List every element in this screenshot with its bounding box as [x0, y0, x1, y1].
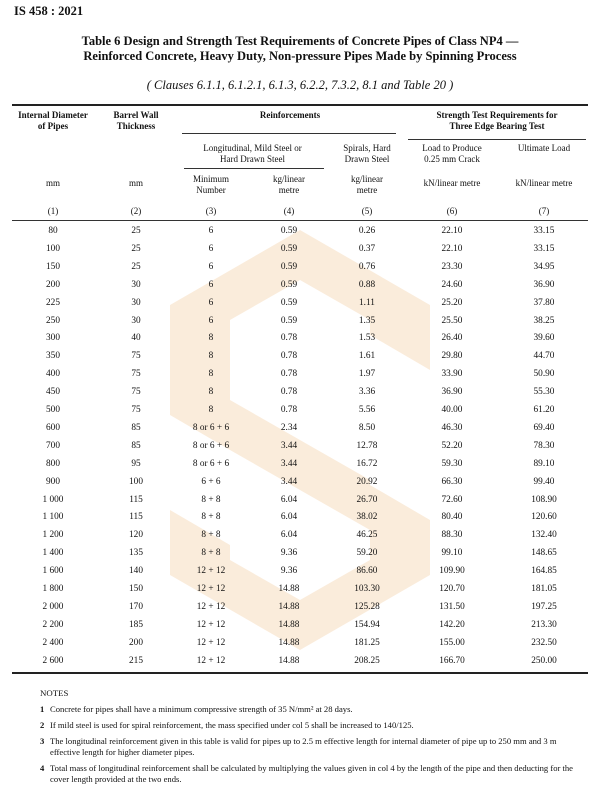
header-longitudinal	[180, 143, 325, 165]
table-row	[12, 421, 588, 439]
table-cell-col2: 75	[131, 351, 141, 362]
header-text: Hard Drawn Steel	[220, 154, 285, 164]
strength-subrule	[408, 139, 586, 140]
table-cell-col5: 1.11	[359, 297, 375, 308]
header-text: metre	[278, 185, 300, 195]
table-cell-col4: 0.59	[280, 261, 298, 272]
table-cell-col6: 131.50	[439, 601, 465, 612]
header-text: Thickness	[116, 121, 156, 131]
table-cell-col2: 75	[131, 369, 141, 380]
colnum-7: (7)	[538, 206, 550, 216]
table-row	[12, 510, 588, 528]
table-cell-col1: 1 200	[42, 530, 64, 541]
table-cell-col1: 900	[46, 476, 60, 487]
table-cell-col7: 99.40	[533, 476, 555, 487]
table-cell-col7: 78.30	[533, 440, 555, 451]
table-row	[12, 242, 588, 260]
header-text: Drawn Steel	[344, 154, 390, 164]
table-cell-col7: 33.15	[533, 226, 555, 236]
table-title	[40, 34, 560, 64]
table-cell-col3: 6	[208, 279, 214, 290]
table-cell-col2: 95	[131, 458, 141, 469]
table-cell-col7: 132.40	[531, 530, 557, 541]
table-cell-col2: 170	[129, 601, 143, 612]
notes-heading: NOTES	[40, 688, 69, 698]
table-cell-col7: 37.80	[533, 297, 555, 308]
table-cell-col3: 8 or 6 + 6	[192, 458, 230, 469]
longitudinal-subrule	[184, 168, 324, 169]
note-number: 4	[40, 763, 45, 773]
table-row	[12, 349, 588, 367]
table-cell-col1: 600	[46, 422, 60, 433]
table-cell-col1: 1 100	[42, 512, 64, 523]
table-row	[12, 636, 588, 654]
table-cell-col6: 142.20	[439, 619, 465, 630]
table-cell-col5: 3.36	[358, 387, 376, 398]
table-cell-col2: 75	[131, 405, 141, 415]
header-barrel-wall	[98, 110, 174, 132]
table-row	[12, 367, 588, 385]
header-text: 0.25 mm Crack	[424, 154, 480, 164]
header-text: Barrel Wall	[113, 110, 159, 120]
table-cell-col7: 55.30	[533, 387, 555, 398]
note-number: 1	[40, 704, 45, 714]
header-text: Spirals, Hard	[343, 143, 391, 153]
table-cell-col6: 120.70	[439, 584, 465, 594]
table-cell-col6: 26.40	[441, 333, 463, 344]
unit-col7: kN/linear metre	[515, 178, 573, 188]
table-cell-col6: 99.10	[441, 548, 463, 559]
table-cell-col3: 12 + 12	[196, 584, 226, 594]
table-cell-col7: 69.40	[533, 422, 555, 433]
table-row	[12, 582, 588, 600]
table-cell-col4: 0.78	[280, 405, 298, 415]
table-cell-col2: 30	[131, 279, 141, 290]
table-cell-col6: 109.90	[439, 566, 465, 577]
table-cell-col7: 61.20	[533, 405, 555, 415]
table-cell-col6: 29.80	[441, 351, 463, 362]
table-cell-col1: 400	[46, 369, 60, 380]
table-cell-col3: 12 + 12	[196, 619, 226, 630]
table-cell-col4: 14.88	[278, 637, 300, 648]
table-cell-col1: 1 000	[42, 494, 64, 505]
note-text: Concrete for pipes shall have a minimum compressive strength of 35 N/mm² at 28 days.	[50, 704, 353, 714]
table-cell-col4: 3.44	[280, 458, 298, 469]
table-cell-col7: 232.50	[531, 637, 557, 648]
unit-col2: mm	[128, 178, 143, 188]
table-cell-col1: 2 400	[42, 637, 64, 648]
table-cell-col3: 8	[208, 387, 214, 398]
table-cell-col5: 1.61	[358, 351, 376, 362]
table-cell-col5: 1.97	[358, 369, 376, 380]
table-cell-col7: 181.05	[531, 584, 557, 594]
standard-number: IS 458 : 2021	[14, 4, 84, 18]
clauses-reference: ( Clauses 6.1.1, 6.1.2.1, 6.1.3, 6.2.2, 7.3.2, 8.1 and Table 20 )	[146, 78, 454, 92]
table-cell-col3: 8	[208, 333, 214, 344]
table-cell-col1: 150	[46, 261, 60, 272]
table-cell-col4: 0.59	[280, 279, 298, 290]
table-row	[12, 331, 588, 349]
table-cell-col3: 6	[208, 261, 214, 272]
table-cell-col1: 1 800	[42, 584, 64, 594]
table-cell-col4: 0.59	[280, 226, 298, 236]
header-text: of Pipes	[37, 121, 69, 131]
table-cell-col6: 88.30	[441, 530, 463, 541]
note-text: If mild steel is used for spiral reinforcement, the mass specified under col 5 shall be increased to 140/125.	[50, 720, 414, 730]
note-number: 2	[40, 720, 45, 730]
table-cell-col1: 350	[46, 351, 60, 362]
table-cell-col5: 59.20	[356, 548, 378, 559]
table-cell-col3: 8	[208, 405, 214, 415]
table-cell-col4: 0.59	[280, 315, 298, 326]
table-cell-col6: 23.30	[441, 261, 463, 272]
note-item	[40, 720, 585, 731]
table-cell-col1: 250	[46, 315, 60, 326]
table-cell-col2: 85	[131, 422, 141, 433]
table-cell-col4: 0.78	[280, 333, 298, 344]
note-item	[40, 736, 585, 758]
table-cell-col3: 12 + 12	[196, 655, 226, 666]
table-row	[12, 457, 588, 475]
table-cell-col4: 3.44	[280, 440, 298, 451]
table-cell-col6: 59.30	[441, 458, 463, 469]
note-item	[40, 704, 585, 715]
colnum-4: (4)	[283, 206, 295, 216]
table-cell-col6: 22.10	[441, 226, 463, 236]
table-cell-col5: 8.50	[358, 422, 376, 433]
table-cell-col4: 0.78	[280, 387, 298, 398]
table-cell-col7: 213.30	[531, 619, 557, 630]
table-cell-col5: 103.30	[354, 584, 380, 594]
table-cell-col2: 25	[131, 243, 141, 254]
note-item	[40, 763, 585, 785]
table-row	[12, 403, 588, 421]
table-row	[12, 439, 588, 457]
table-cell-col4: 9.36	[280, 566, 298, 577]
table-row	[12, 278, 588, 296]
table-cell-col2: 200	[129, 637, 143, 648]
header-text: Number	[196, 185, 226, 195]
colnum-5: (5)	[361, 206, 373, 216]
header-reinforcements: Reinforcements	[259, 110, 321, 120]
table-cell-col4: 9.36	[280, 548, 298, 559]
table-cell-col2: 40	[131, 333, 141, 344]
table-cell-col4: 14.88	[278, 601, 300, 612]
table-cell-col3: 8 + 8	[201, 530, 221, 541]
note-text: Total mass of longitudinal reinforcement shall be calculated by multiplying the values given in col 4 by the length of the pipe and then deducting for the cover length provided at the two ends.	[50, 763, 574, 784]
table-cell-col2: 75	[131, 387, 141, 398]
table-cell-col2: 135	[129, 548, 143, 559]
table-cell-col1: 1 600	[42, 566, 64, 577]
table-cell-col4: 0.78	[280, 351, 298, 362]
table-cell-col1: 225	[46, 297, 60, 308]
table-cell-col6: 66.30	[441, 476, 463, 487]
table-cell-col2: 85	[131, 440, 141, 451]
table-row	[12, 314, 588, 332]
table-cell-col6: 52.20	[441, 440, 463, 451]
table-cell-col4: 14.88	[278, 655, 300, 666]
table-row	[12, 260, 588, 278]
table-cell-col3: 6 + 6	[201, 476, 221, 487]
table-row	[12, 493, 588, 511]
notes-section	[40, 688, 585, 785]
table-cell-col2: 25	[131, 226, 141, 236]
table-cell-col7: 39.60	[533, 333, 555, 344]
table-cell-col4: 6.04	[280, 512, 298, 523]
table-cell-col2: 140	[129, 566, 143, 577]
table-cell-col3: 12 + 12	[196, 566, 226, 577]
table-cell-col5: 46.25	[356, 530, 378, 541]
table-cell-col7: 36.90	[533, 279, 555, 290]
header-text: Three Edge Bearing Test	[449, 121, 545, 131]
table-cell-col1: 2 200	[42, 619, 64, 630]
table-row	[12, 475, 588, 493]
table-row	[12, 296, 588, 314]
table-cell-col5: 208.25	[354, 655, 380, 666]
table-cell-col7: 148.65	[531, 548, 557, 559]
table-cell-col1: 450	[46, 387, 60, 398]
table-cell-col7: 44.70	[533, 351, 555, 362]
table-cell-col2: 30	[131, 315, 141, 326]
table-cell-col7: 197.25	[531, 601, 557, 612]
colnum-2: (2)	[130, 206, 142, 216]
table-cell-col7: 34.95	[533, 261, 555, 272]
table-cell-col4: 6.04	[280, 530, 298, 541]
table-cell-col3: 8	[208, 369, 214, 380]
table-cell-col6: 25.50	[441, 315, 463, 326]
unit-col1: mm	[45, 178, 60, 188]
table-row	[12, 654, 588, 672]
table-cell-col4: 6.04	[280, 494, 298, 505]
table-cell-col3: 8 + 8	[201, 494, 221, 505]
table-cell-col1: 200	[46, 279, 60, 290]
table-cell-col5: 1.35	[358, 315, 376, 326]
table-cell-col2: 185	[129, 619, 143, 630]
header-ultimate-load: Ultimate Load	[517, 143, 571, 153]
table-cell-col1: 2 600	[42, 655, 64, 666]
table-cell-col7: 89.10	[533, 458, 555, 469]
table-cell-col2: 115	[129, 512, 143, 523]
table-cell-col6: 36.90	[441, 387, 463, 398]
header-text: Longitudinal, Mild Steel or	[203, 143, 302, 153]
reinf-subrule	[182, 133, 396, 134]
table-cell-col5: 154.94	[354, 619, 380, 630]
table-row	[12, 564, 588, 582]
table-row	[12, 618, 588, 636]
table-cell-col3: 8 + 8	[201, 548, 221, 559]
unit-col5	[333, 174, 401, 196]
table-cell-col3: 6	[208, 297, 214, 308]
table-cell-col5: 5.56	[358, 405, 376, 415]
table-cell-col4: 0.59	[280, 243, 298, 254]
table-cell-col5: 0.37	[358, 243, 376, 254]
table-cell-col7: 164.85	[531, 566, 557, 577]
table-cell-col3: 8 or 6 + 6	[192, 422, 230, 433]
table-cell-col3: 6	[208, 315, 214, 326]
table-cell-col6: 25.20	[441, 297, 463, 308]
table-cell-col2: 120	[129, 530, 143, 541]
table-cell-col2: 25	[131, 261, 141, 272]
header-text: Load to Produce	[422, 143, 482, 153]
table-cell-col7: 120.60	[531, 512, 557, 523]
table-cell-col1: 2 000	[42, 601, 64, 612]
table-row	[12, 528, 588, 546]
table-cell-col5: 1.53	[358, 333, 376, 344]
header-text: Internal Diameter	[18, 110, 88, 120]
table-cell-col4: 3.44	[280, 476, 298, 487]
table-cell-col4: 14.88	[278, 584, 300, 594]
title-line-2: Reinforced Concrete, Heavy Duty, Non-pressure Pipes Made by Spinning Process	[83, 49, 517, 63]
table-cell-col1: 700	[46, 440, 60, 451]
table-cell-col6: 22.10	[441, 243, 463, 254]
header-internal-diameter	[12, 110, 94, 132]
table-bottom-rule	[12, 672, 588, 674]
table-cell-col7: 250.00	[531, 655, 557, 666]
table-cell-col2: 30	[131, 297, 141, 308]
header-text: Minimum	[192, 174, 229, 184]
header-spirals	[333, 143, 401, 165]
title-line-1: Table 6 Design and Strength Test Requirements of Concrete Pipes of Class NP4 —	[81, 34, 519, 48]
header-text: kg/linear	[273, 174, 305, 184]
table-cell-col7: 38.25	[533, 315, 555, 326]
table-cell-col5: 125.28	[354, 601, 380, 612]
table-row	[12, 224, 588, 242]
header-load-crack	[406, 143, 498, 165]
table-cell-col5: 0.26	[358, 226, 376, 236]
header-text: Strength Test Requirements for	[436, 110, 558, 120]
table-cell-col4: 0.59	[280, 297, 298, 308]
table-cell-col5: 12.78	[356, 440, 378, 451]
table-row	[12, 385, 588, 403]
table-cell-col3: 6	[208, 226, 214, 236]
table-cell-col6: 40.00	[441, 405, 463, 415]
table-cell-col1: 80	[48, 226, 58, 236]
table-cell-col7: 33.15	[533, 243, 555, 254]
table-cell-col2: 215	[129, 655, 143, 666]
colnum-6: (6)	[446, 206, 458, 216]
unit-col4	[256, 174, 322, 196]
table-cell-col5: 16.72	[356, 458, 378, 469]
table-cell-col5: 38.02	[356, 512, 378, 523]
table-cell-col3: 8 + 8	[201, 512, 221, 523]
table-cell-col3: 8	[208, 351, 214, 362]
table-cell-col4: 0.78	[280, 369, 298, 380]
note-number: 3	[40, 736, 45, 746]
table-cell-col5: 20.92	[356, 476, 378, 487]
table-cell-col4: 2.34	[280, 422, 298, 433]
table-cell-col1: 1 400	[42, 548, 64, 559]
table-cell-col5: 0.76	[358, 261, 376, 272]
table-row	[12, 546, 588, 564]
table-cell-col3: 12 + 12	[196, 637, 226, 648]
table-cell-col1: 800	[46, 458, 60, 469]
table-cell-col5: 26.70	[356, 494, 378, 505]
table-cell-col5: 181.25	[354, 637, 380, 648]
header-strength-test	[406, 110, 588, 132]
table-cell-col6: 80.40	[441, 512, 463, 523]
table-cell-col1: 100	[46, 243, 60, 254]
table-cell-col6: 46.30	[441, 422, 463, 433]
table-cell-col7: 108.90	[531, 494, 557, 505]
table-cell-col3: 8 or 6 + 6	[192, 440, 230, 451]
table-cell-col6: 24.60	[441, 279, 463, 290]
table-cell-col6: 166.70	[439, 655, 465, 666]
table-cell-col3: 12 + 12	[196, 601, 226, 612]
header-text: kg/linear	[351, 174, 383, 184]
header-bottom-rule	[12, 220, 588, 221]
table-cell-col6: 33.90	[441, 369, 463, 380]
colnum-1: (1)	[47, 206, 59, 216]
table-cell-col4: 14.88	[278, 619, 300, 630]
unit-col3	[180, 174, 242, 196]
table-cell-col6: 72.60	[441, 494, 463, 505]
table-cell-col1: 300	[46, 333, 60, 344]
table-cell-col2: 150	[129, 584, 143, 594]
table-cell-col7: 50.90	[533, 369, 555, 380]
table-cell-col3: 6	[208, 243, 214, 254]
table-top-rule	[12, 104, 588, 106]
colnum-3: (3)	[205, 206, 217, 216]
table-cell-col2: 115	[129, 494, 143, 505]
table-row	[12, 600, 588, 618]
notes-list	[40, 704, 585, 785]
table-cell-col2: 100	[129, 476, 143, 487]
note-text: The longitudinal reinforcement given in this table is valid for pipes up to 2.5 m effective length for internal diameter of pipe up to 250 mm and 3 m effective length for higher diameter pipes.	[50, 736, 557, 757]
header-text: metre	[356, 185, 378, 195]
table-cell-col5: 0.88	[358, 279, 376, 290]
table-cell-col5: 86.60	[356, 566, 378, 577]
unit-col6: kN/linear metre	[423, 178, 481, 188]
table-cell-col1: 500	[46, 405, 60, 415]
table-cell-col6: 155.00	[439, 637, 465, 648]
